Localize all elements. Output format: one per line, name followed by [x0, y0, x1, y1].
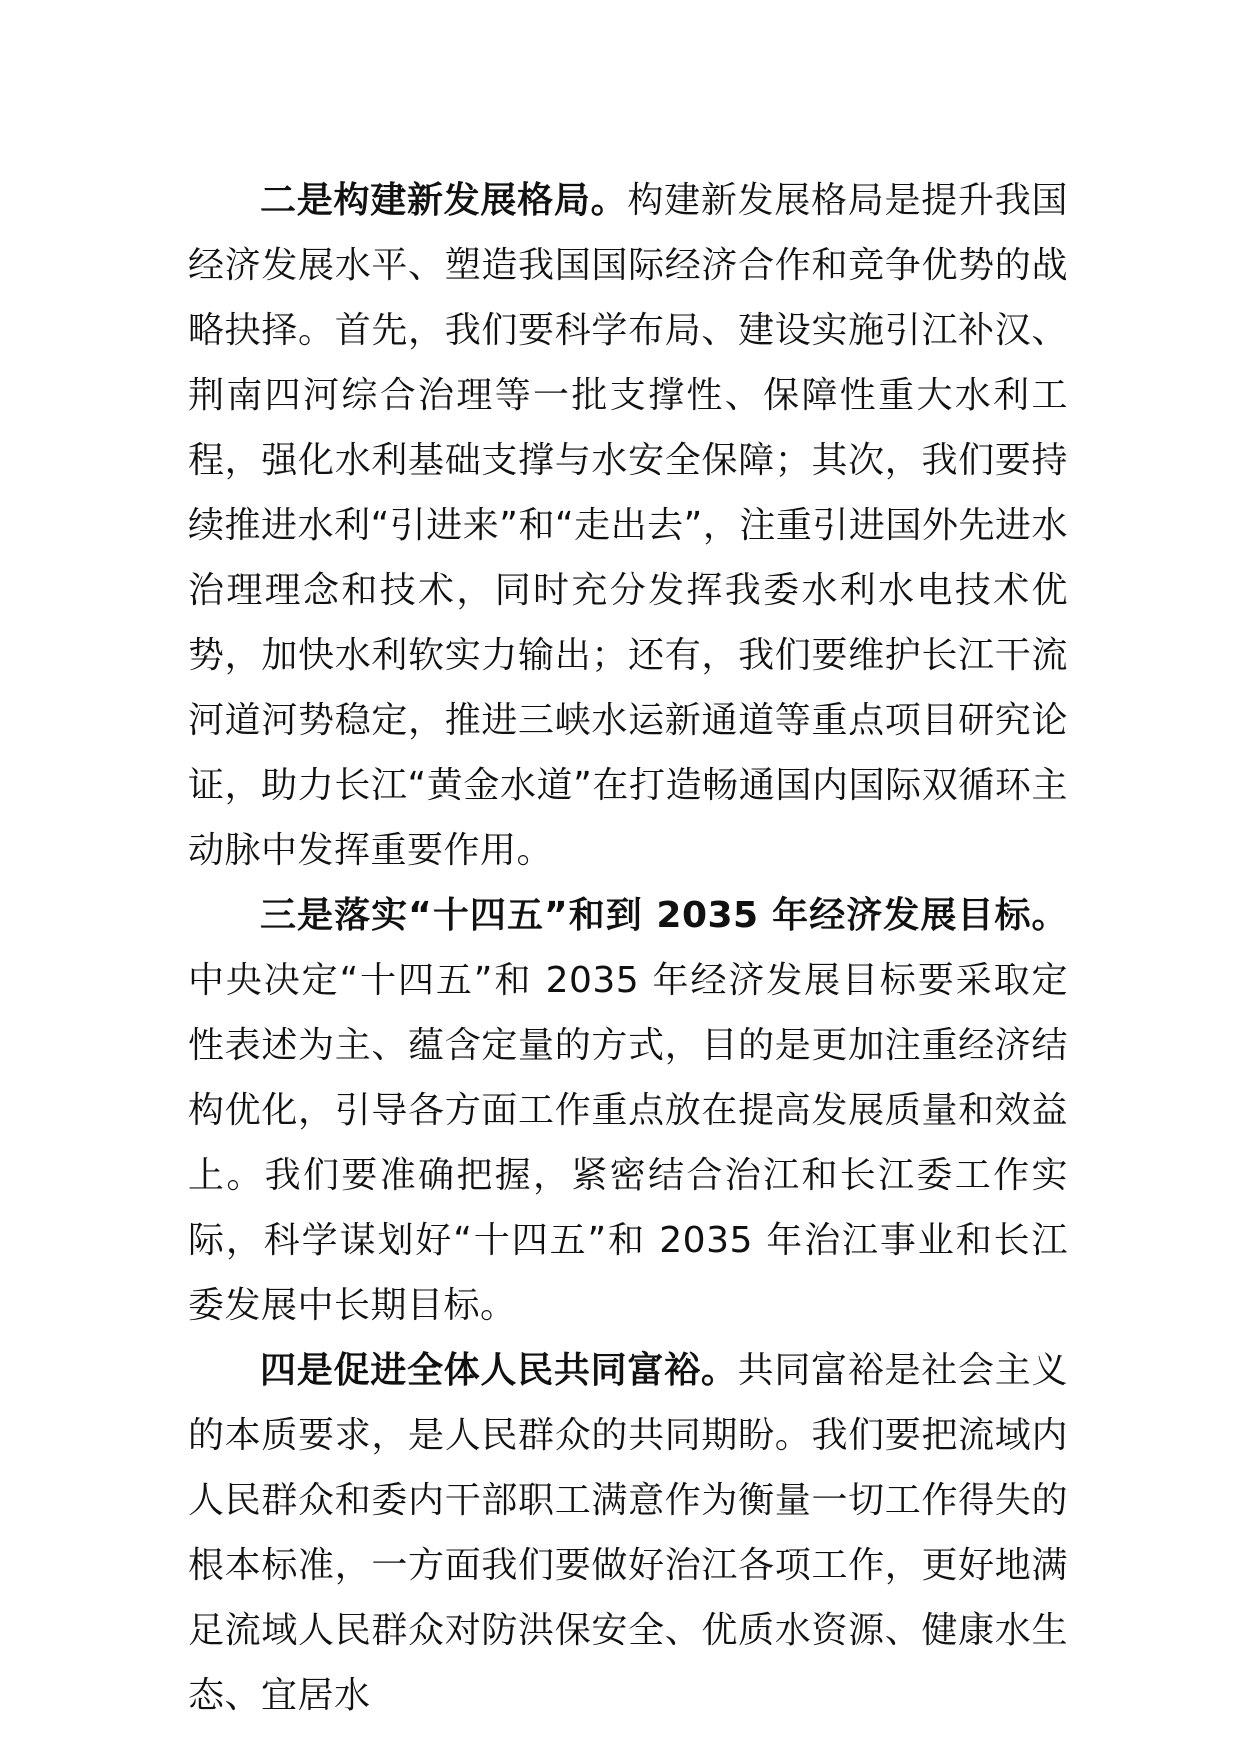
paragraph-common-prosperity	[188, 1338, 1068, 1728]
paragraph-new-development-pattern	[188, 168, 1068, 883]
document-page	[188, 168, 1068, 1728]
paragraph-body: 构建新发展格局是提升我国经济发展水平、塑造我国国际经济合作和竞争优势的战略抉择。首先，我们要科学布局、建设实施引江补汉、荆南四河综合治理等一批支撑性、保障性重大水利工程，强化水利基础支撑与水安全保障；其次，我们要持续推进水利“引进来”和“走出去”，注重引进国外先进水治理理念和技术，同时充分发挥我委水利水电技术优势，加快水利软实力输出；还有，我们要维护长江干流河道河势稳定，推进三峡水运新通道等重点项目研究论证，助力长江“黄金水道”在打造畅通国内国际双循环主动脉中发挥重要作用。	[188, 180, 1068, 871]
paragraph-five-year-goals	[188, 883, 1068, 1338]
paragraph-body: 中央决定“十四五”和 2035 年经济发展目标要采取定性表述为主、蕴含定量的方式，目的是更加注重经济结构优化，引导各方面工作重点放在提高发展质量和效益上。我们要准确把握，紧密结合治江和长江委工作实际，科学谋划好“十四五”和 2035 年治江事业和长江委发展中长期目标。	[188, 960, 1068, 1326]
paragraph-heading: 三是落实“十四五”和到 2035 年经济发展目标。	[260, 895, 1068, 936]
paragraph-body: 共同富裕是社会主义的本质要求，是人民群众的共同期盼。我们要把流域内人民群众和委内干部职工满意作为衡量一切工作得失的根本标准，一方面我们要做好治江各项工作，更好地满足流域人民群众对防洪保安全、优质水资源、健康水生态、宜居水	[188, 1350, 1068, 1716]
paragraph-heading: 二是构建新发展格局。	[260, 180, 628, 221]
paragraph-heading: 四是促进全体人民共同富裕。	[260, 1350, 738, 1391]
